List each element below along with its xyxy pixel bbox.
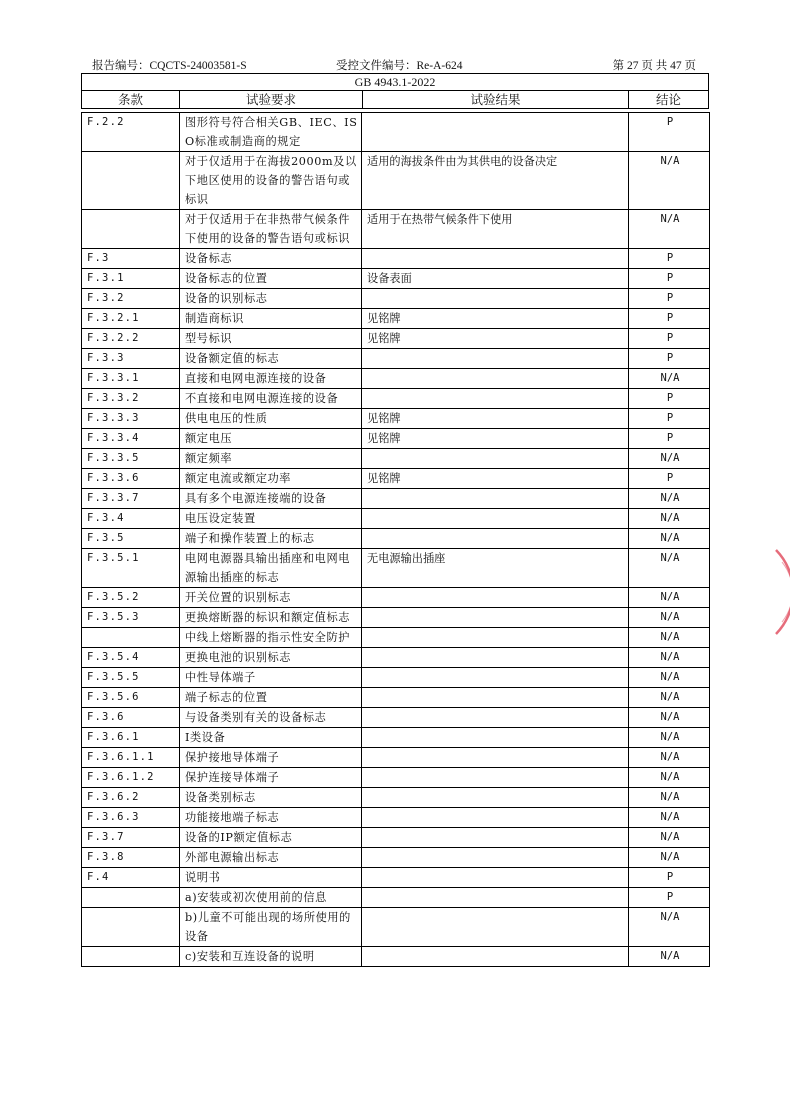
- table-row: [82, 828, 710, 848]
- table-row: [82, 349, 710, 369]
- requirement-cell: 不直接和电网电源连接的设备: [180, 389, 362, 409]
- requirement-cell: 型号标识: [180, 329, 362, 349]
- table-row: [82, 788, 710, 808]
- table-row: [82, 708, 710, 728]
- verdict-cell: N/A: [629, 509, 710, 529]
- table-row: [82, 449, 710, 469]
- table-row: [82, 269, 710, 289]
- requirement-cell: 保护连接导体端子: [180, 768, 362, 788]
- table-row: [82, 947, 710, 967]
- clause-cell: F.3.5.3: [82, 608, 180, 628]
- verdict-cell: N/A: [629, 608, 710, 628]
- page-number: 第 27 页 共 47 页: [612, 60, 696, 72]
- verdict-cell: P: [629, 329, 710, 349]
- clause-cell: F.3.5.4: [82, 648, 180, 668]
- requirement-cell: 具有多个电源连接端的设备: [180, 489, 362, 509]
- verdict-cell: N/A: [629, 489, 710, 509]
- table-row: [82, 469, 710, 489]
- table-row: [82, 429, 710, 449]
- result-cell: [362, 349, 629, 369]
- result-cell: [362, 768, 629, 788]
- table-row: [82, 628, 710, 648]
- clause-cell: F.3.3.5: [82, 449, 180, 469]
- result-cell: [362, 828, 629, 848]
- clause-cell: F.3.3.1: [82, 369, 180, 389]
- verdict-cell: N/A: [629, 788, 710, 808]
- table-row: [82, 868, 710, 888]
- result-cell: 见铭牌: [362, 409, 629, 429]
- result-cell: 无电源输出插座: [362, 549, 629, 588]
- clause-cell: F.3.6.3: [82, 808, 180, 828]
- requirement-cell: 设备标志的位置: [180, 269, 362, 289]
- table-row: [82, 808, 710, 828]
- clause-cell: F.3.5.1: [82, 549, 180, 588]
- clause-cell: F.3.3.7: [82, 489, 180, 509]
- requirement-cell: 与设备类别有关的设备标志: [180, 708, 362, 728]
- requirement-cell: 电压设定装置: [180, 509, 362, 529]
- requirement-cell: b)儿童不可能出现的场所使用的设备: [180, 908, 362, 947]
- result-cell: [362, 947, 629, 967]
- clause-cell: F.3.5.5: [82, 668, 180, 688]
- clause-cell: [82, 947, 180, 967]
- table-row: [82, 648, 710, 668]
- verdict-cell: N/A: [629, 908, 710, 947]
- requirement-cell: 图形符号符合相关GB、IEC、ISO标准或制造商的规定: [180, 113, 362, 152]
- requirement-cell: 额定频率: [180, 449, 362, 469]
- result-cell: 见铭牌: [362, 429, 629, 449]
- requirement-cell: 设备额定值的标志: [180, 349, 362, 369]
- table-row: [82, 389, 710, 409]
- verdict-cell: N/A: [629, 210, 710, 249]
- controlled-doc-number: 受控文件编号：Re-A-624: [336, 60, 463, 72]
- requirement-cell: 设备的识别标志: [180, 289, 362, 309]
- table-row: [82, 688, 710, 708]
- clause-cell: F.3.6: [82, 708, 180, 728]
- requirement-cell: 设备类别标志: [180, 788, 362, 808]
- result-cell: [362, 509, 629, 529]
- clause-cell: F.2.2: [82, 113, 180, 152]
- table-row: [82, 289, 710, 309]
- requirement-cell: 额定电压: [180, 429, 362, 449]
- requirement-cell: 端子和操作装置上的标志: [180, 529, 362, 549]
- verdict-cell: N/A: [629, 648, 710, 668]
- requirement-cell: 对于仅适用于在非热带气候条件下使用的设备的警告语句或标识: [180, 210, 362, 249]
- requirement-cell: 设备标志: [180, 249, 362, 269]
- requirement-cell: 功能接地端子标志: [180, 808, 362, 828]
- clause-cell: F.3: [82, 249, 180, 269]
- clause-cell: F.3.6.1.2: [82, 768, 180, 788]
- verdict-cell: P: [629, 888, 710, 908]
- table-row: [82, 768, 710, 788]
- clause-cell: F.3.7: [82, 828, 180, 848]
- result-cell: [362, 369, 629, 389]
- table-row: [82, 608, 710, 628]
- clause-cell: F.3.6.1: [82, 728, 180, 748]
- requirement-cell: 中性导体端子: [180, 668, 362, 688]
- clause-cell: F.3.5.2: [82, 588, 180, 608]
- table-row: [82, 113, 710, 152]
- result-cell: [362, 289, 629, 309]
- requirement-cell: 说明书: [180, 868, 362, 888]
- result-cell: [362, 668, 629, 688]
- result-cell: [362, 888, 629, 908]
- clause-cell: F.3.2.2: [82, 329, 180, 349]
- table-row: [82, 249, 710, 269]
- column-header-clause: 条款: [82, 91, 180, 108]
- verdict-cell: P: [629, 113, 710, 152]
- column-header-result: 试验结果: [363, 91, 629, 108]
- result-cell: [362, 648, 629, 668]
- table-row: [82, 549, 710, 588]
- verdict-cell: N/A: [629, 369, 710, 389]
- verdict-cell: N/A: [629, 588, 710, 608]
- verdict-cell: N/A: [629, 808, 710, 828]
- verdict-cell: P: [629, 429, 710, 449]
- clause-cell: F.3.3.4: [82, 429, 180, 449]
- verdict-cell: P: [629, 349, 710, 369]
- requirement-cell: 电网电源器具输出插座和电网电源输出插座的标志: [180, 549, 362, 588]
- table-row: [82, 152, 710, 210]
- result-cell: [362, 588, 629, 608]
- requirement-cell: 直接和电网电源连接的设备: [180, 369, 362, 389]
- table-row: [82, 888, 710, 908]
- result-cell: [362, 449, 629, 469]
- clause-cell: F.4: [82, 868, 180, 888]
- verdict-cell: N/A: [629, 449, 710, 469]
- verdict-cell: N/A: [629, 688, 710, 708]
- clause-cell: F.3.5: [82, 529, 180, 549]
- clause-cell: [82, 888, 180, 908]
- result-cell: [362, 608, 629, 628]
- column-header-requirement: 试验要求: [180, 91, 363, 108]
- requirement-cell: 端子标志的位置: [180, 688, 362, 708]
- result-cell: [362, 868, 629, 888]
- stamp-seal-icon: [766, 548, 790, 636]
- result-cell: [362, 748, 629, 768]
- result-cell: [362, 529, 629, 549]
- requirement-cell: c)安装和互连设备的说明: [180, 947, 362, 967]
- verdict-cell: N/A: [629, 828, 710, 848]
- verdict-cell: N/A: [629, 549, 710, 588]
- clause-cell: F.3.6.2: [82, 788, 180, 808]
- clause-cell: F.3.8: [82, 848, 180, 868]
- test-results-table: [81, 112, 710, 967]
- result-cell: [362, 908, 629, 947]
- report-number: 报告编号：CQCTS-24003581-S: [92, 60, 247, 72]
- verdict-cell: P: [629, 269, 710, 289]
- result-cell: [362, 389, 629, 409]
- table-row: [82, 309, 710, 329]
- table-row: [82, 369, 710, 389]
- table-row: [82, 728, 710, 748]
- clause-cell: F.3.6.1.1: [82, 748, 180, 768]
- requirement-cell: I类设备: [180, 728, 362, 748]
- verdict-cell: P: [629, 409, 710, 429]
- table-row: [82, 588, 710, 608]
- table-row: [82, 668, 710, 688]
- result-cell: [362, 808, 629, 828]
- verdict-cell: N/A: [629, 628, 710, 648]
- result-cell: [362, 788, 629, 808]
- table-row: [82, 529, 710, 549]
- verdict-cell: N/A: [629, 152, 710, 210]
- clause-cell: [82, 908, 180, 947]
- requirement-cell: 开关位置的识别标志: [180, 588, 362, 608]
- clause-cell: F.3.3.2: [82, 389, 180, 409]
- requirement-cell: 制造商标识: [180, 309, 362, 329]
- column-header-verdict: 结论: [655, 92, 681, 107]
- result-cell: [362, 489, 629, 509]
- verdict-cell: P: [629, 868, 710, 888]
- requirement-cell: 更换电池的识别标志: [180, 648, 362, 668]
- requirement-cell: 保护接地导体端子: [180, 748, 362, 768]
- verdict-cell: P: [629, 389, 710, 409]
- table-row: [82, 908, 710, 947]
- table-row: [82, 489, 710, 509]
- result-cell: 见铭牌: [362, 309, 629, 329]
- table-row: [82, 329, 710, 349]
- clause-cell: [82, 152, 180, 210]
- table-row: [82, 848, 710, 868]
- table-row: [82, 509, 710, 529]
- requirement-cell: 外部电源输出标志: [180, 848, 362, 868]
- table-row: [82, 409, 710, 429]
- requirement-cell: 中线上熔断器的指示性安全防护: [180, 628, 362, 648]
- requirement-cell: 额定电流或额定功率: [180, 469, 362, 489]
- result-cell: 见铭牌: [362, 329, 629, 349]
- standard-title: GB 4943.1-2022: [82, 74, 708, 91]
- result-cell: [362, 249, 629, 269]
- clause-cell: F.3.5.6: [82, 688, 180, 708]
- result-cell: [362, 728, 629, 748]
- verdict-cell: N/A: [629, 668, 710, 688]
- clause-cell: F.3.2: [82, 289, 180, 309]
- verdict-cell: N/A: [629, 848, 710, 868]
- clause-cell: [82, 210, 180, 249]
- requirement-cell: 供电电压的性质: [180, 409, 362, 429]
- result-cell: 见铭牌: [362, 469, 629, 489]
- requirement-cell: 设备的IP额定值标志: [180, 828, 362, 848]
- result-cell: 适用于在热带气候条件下使用: [362, 210, 629, 249]
- table-header-box: [81, 73, 709, 109]
- clause-cell: F.3.4: [82, 509, 180, 529]
- verdict-cell: P: [629, 469, 710, 489]
- verdict-cell: N/A: [629, 708, 710, 728]
- column-headers: [82, 91, 708, 109]
- requirement-cell: 更换熔断器的标识和额定值标志: [180, 608, 362, 628]
- result-cell: [362, 688, 629, 708]
- verdict-cell: P: [629, 249, 710, 269]
- clause-cell: F.3.3.6: [82, 469, 180, 489]
- result-cell: 设备表面: [362, 269, 629, 289]
- clause-cell: F.3.1: [82, 269, 180, 289]
- clause-cell: [82, 628, 180, 648]
- clause-cell: F.3.2.1: [82, 309, 180, 329]
- table-row: [82, 210, 710, 249]
- clause-cell: F.3.3.3: [82, 409, 180, 429]
- verdict-cell: N/A: [629, 947, 710, 967]
- result-cell: [362, 848, 629, 868]
- result-cell: 适用的海拔条件由为其供电的设备决定: [362, 152, 629, 210]
- table-row: [82, 748, 710, 768]
- requirement-cell: 对于仅适用于在海拔2000m及以下地区使用的设备的警告语句或标识: [180, 152, 362, 210]
- verdict-cell: N/A: [629, 728, 710, 748]
- verdict-cell: P: [629, 309, 710, 329]
- result-cell: [362, 628, 629, 648]
- result-cell: [362, 113, 629, 152]
- verdict-cell: N/A: [629, 768, 710, 788]
- verdict-cell: N/A: [629, 748, 710, 768]
- result-cell: [362, 708, 629, 728]
- verdict-cell: P: [629, 289, 710, 309]
- requirement-cell: a)安装或初次使用前的信息: [180, 888, 362, 908]
- page-header: [92, 56, 698, 74]
- verdict-cell: N/A: [629, 529, 710, 549]
- clause-cell: F.3.3: [82, 349, 180, 369]
